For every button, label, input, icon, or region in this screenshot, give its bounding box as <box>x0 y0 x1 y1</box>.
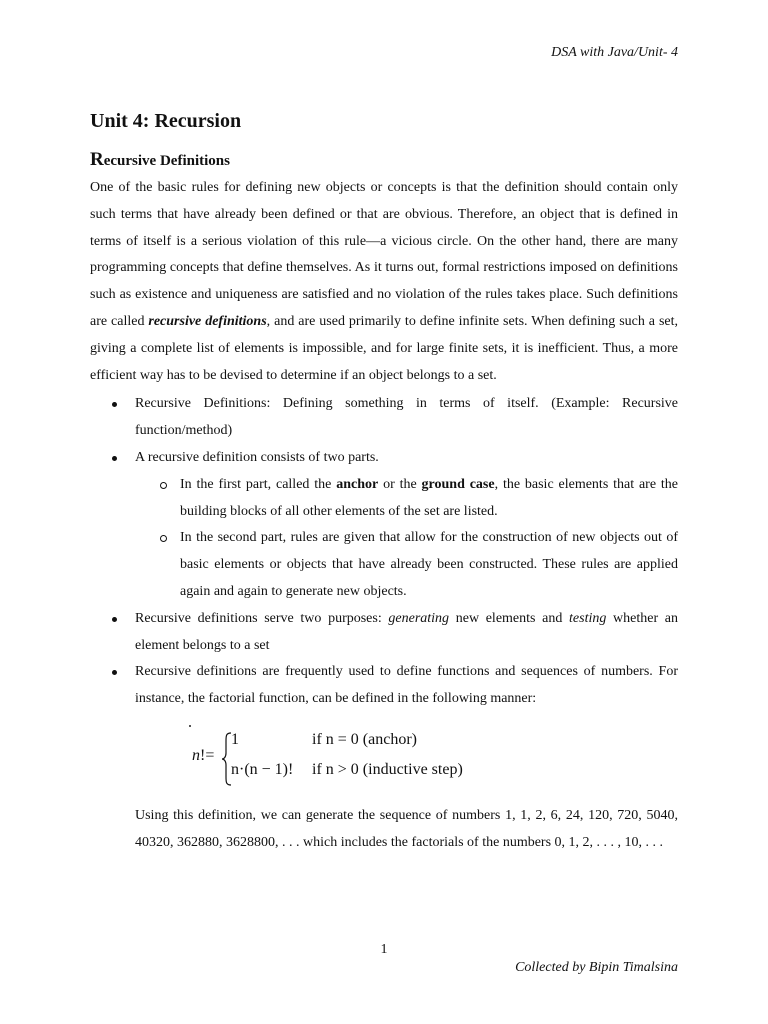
page-number: 1 <box>380 942 388 957</box>
formula-lhs-op: != <box>200 746 215 764</box>
bullet-text-4: Recursive definitions are frequently used to define functions and sequences of numbers. For instance, the factorial function, can be defined in the following manner: <box>135 664 678 707</box>
testing-term: testing <box>569 610 607 626</box>
stray-dot <box>189 725 191 727</box>
b3-text-b: new elements and <box>449 610 570 626</box>
intro-emphasis: recursive definitions <box>148 313 267 329</box>
circle-bullet-icon <box>160 482 167 489</box>
intro-paragraph <box>90 175 678 389</box>
factorial-sequence-paragraph: Using this definition, we can generate the sequence of numbers 1, 1, 2, 6, 24, 120, 720, 5040, 40320, 362880, 3628800, . . . which includes the factorials of the numbers 0, 1, 2, . . . , 10, . . . <box>135 807 678 850</box>
unit-title: Unit 4: Recursion <box>90 110 242 132</box>
page-content <box>90 106 678 857</box>
bullet-text-2: A recursive definition consists of two parts. <box>135 449 379 465</box>
section-heading-initial: R <box>90 149 104 170</box>
sub1-text-a: In the first part, called the <box>180 476 337 492</box>
list-item <box>90 606 678 660</box>
b3-text-c: whether an element belongs to a set <box>135 610 679 653</box>
formula-case1-condition: if n = 0 (anchor) <box>312 730 417 748</box>
bullet-list <box>90 391 678 713</box>
list-item <box>90 659 678 713</box>
formula-lhs <box>192 747 214 765</box>
formula-case1-value: 1 <box>231 730 239 748</box>
list-item <box>90 445 678 606</box>
running-footer: Collected by Bipin Timalsina <box>515 960 678 975</box>
sub-list-item <box>135 472 678 526</box>
sub1-text-b: or the <box>378 476 422 492</box>
circle-bullet-icon <box>160 535 167 542</box>
bullet-icon <box>112 402 117 407</box>
intro-text-2: , and are used primarily to define infinite sets. When defining such a set, giving a complete list of elements is impossible, and for large finite sets, it is inefficient. Thus, a more efficient way has to be devised to determine if an object belongs to a set. <box>90 313 678 383</box>
intro-text-1: One of the basic rules for defining new objects or concepts is that the definition should contain only such terms that have already been defined or that are obvious. Therefore, an object that is defined in terms of itself is a serious violation of this rule—a vicious circle. On the other hand, there are many programming concepts that define themselves. As it turns out, formal restrictions imposed on definitions such as existence and uniqueness are satisfied and no violation of the rules takes place. Such definitions are called <box>90 180 678 329</box>
list-item <box>90 391 678 445</box>
section-heading <box>90 150 678 171</box>
running-header: DSA with Java/Unit- 4 <box>551 45 678 60</box>
sub1-text-c: , the basic elements that are the building blocks of all other elements of the set are listed. <box>180 476 679 519</box>
generating-term: generating <box>388 610 450 626</box>
section-heading-rest: ecursive Definitions <box>103 153 230 169</box>
sub-list-item <box>135 525 678 605</box>
ground-case-term: ground case <box>421 476 495 492</box>
bullet-text-1: Recursive Definitions: Defining something in terms of itself. (Example: Recursive function/method) <box>135 396 678 439</box>
bullet-icon <box>112 456 117 461</box>
formula-lhs-var: n <box>192 746 200 764</box>
factorial-formula <box>90 725 678 793</box>
bullet-icon <box>112 670 117 675</box>
bullet-icon <box>112 617 117 622</box>
b3-text-a: Recursive definitions serve two purposes: <box>135 610 389 626</box>
formula-case2-value: n·(n − 1)! <box>231 760 294 778</box>
sub-list <box>135 472 678 606</box>
formula-case2-condition: if n > 0 (inductive step) <box>312 760 463 778</box>
anchor-term: anchor <box>336 476 379 492</box>
sub2-text: In the second part, rules are given that allow for the construction of new objects out of basic elements or objects that have already been constructed. These rules are applied again and again to generate new objects. <box>180 530 678 599</box>
